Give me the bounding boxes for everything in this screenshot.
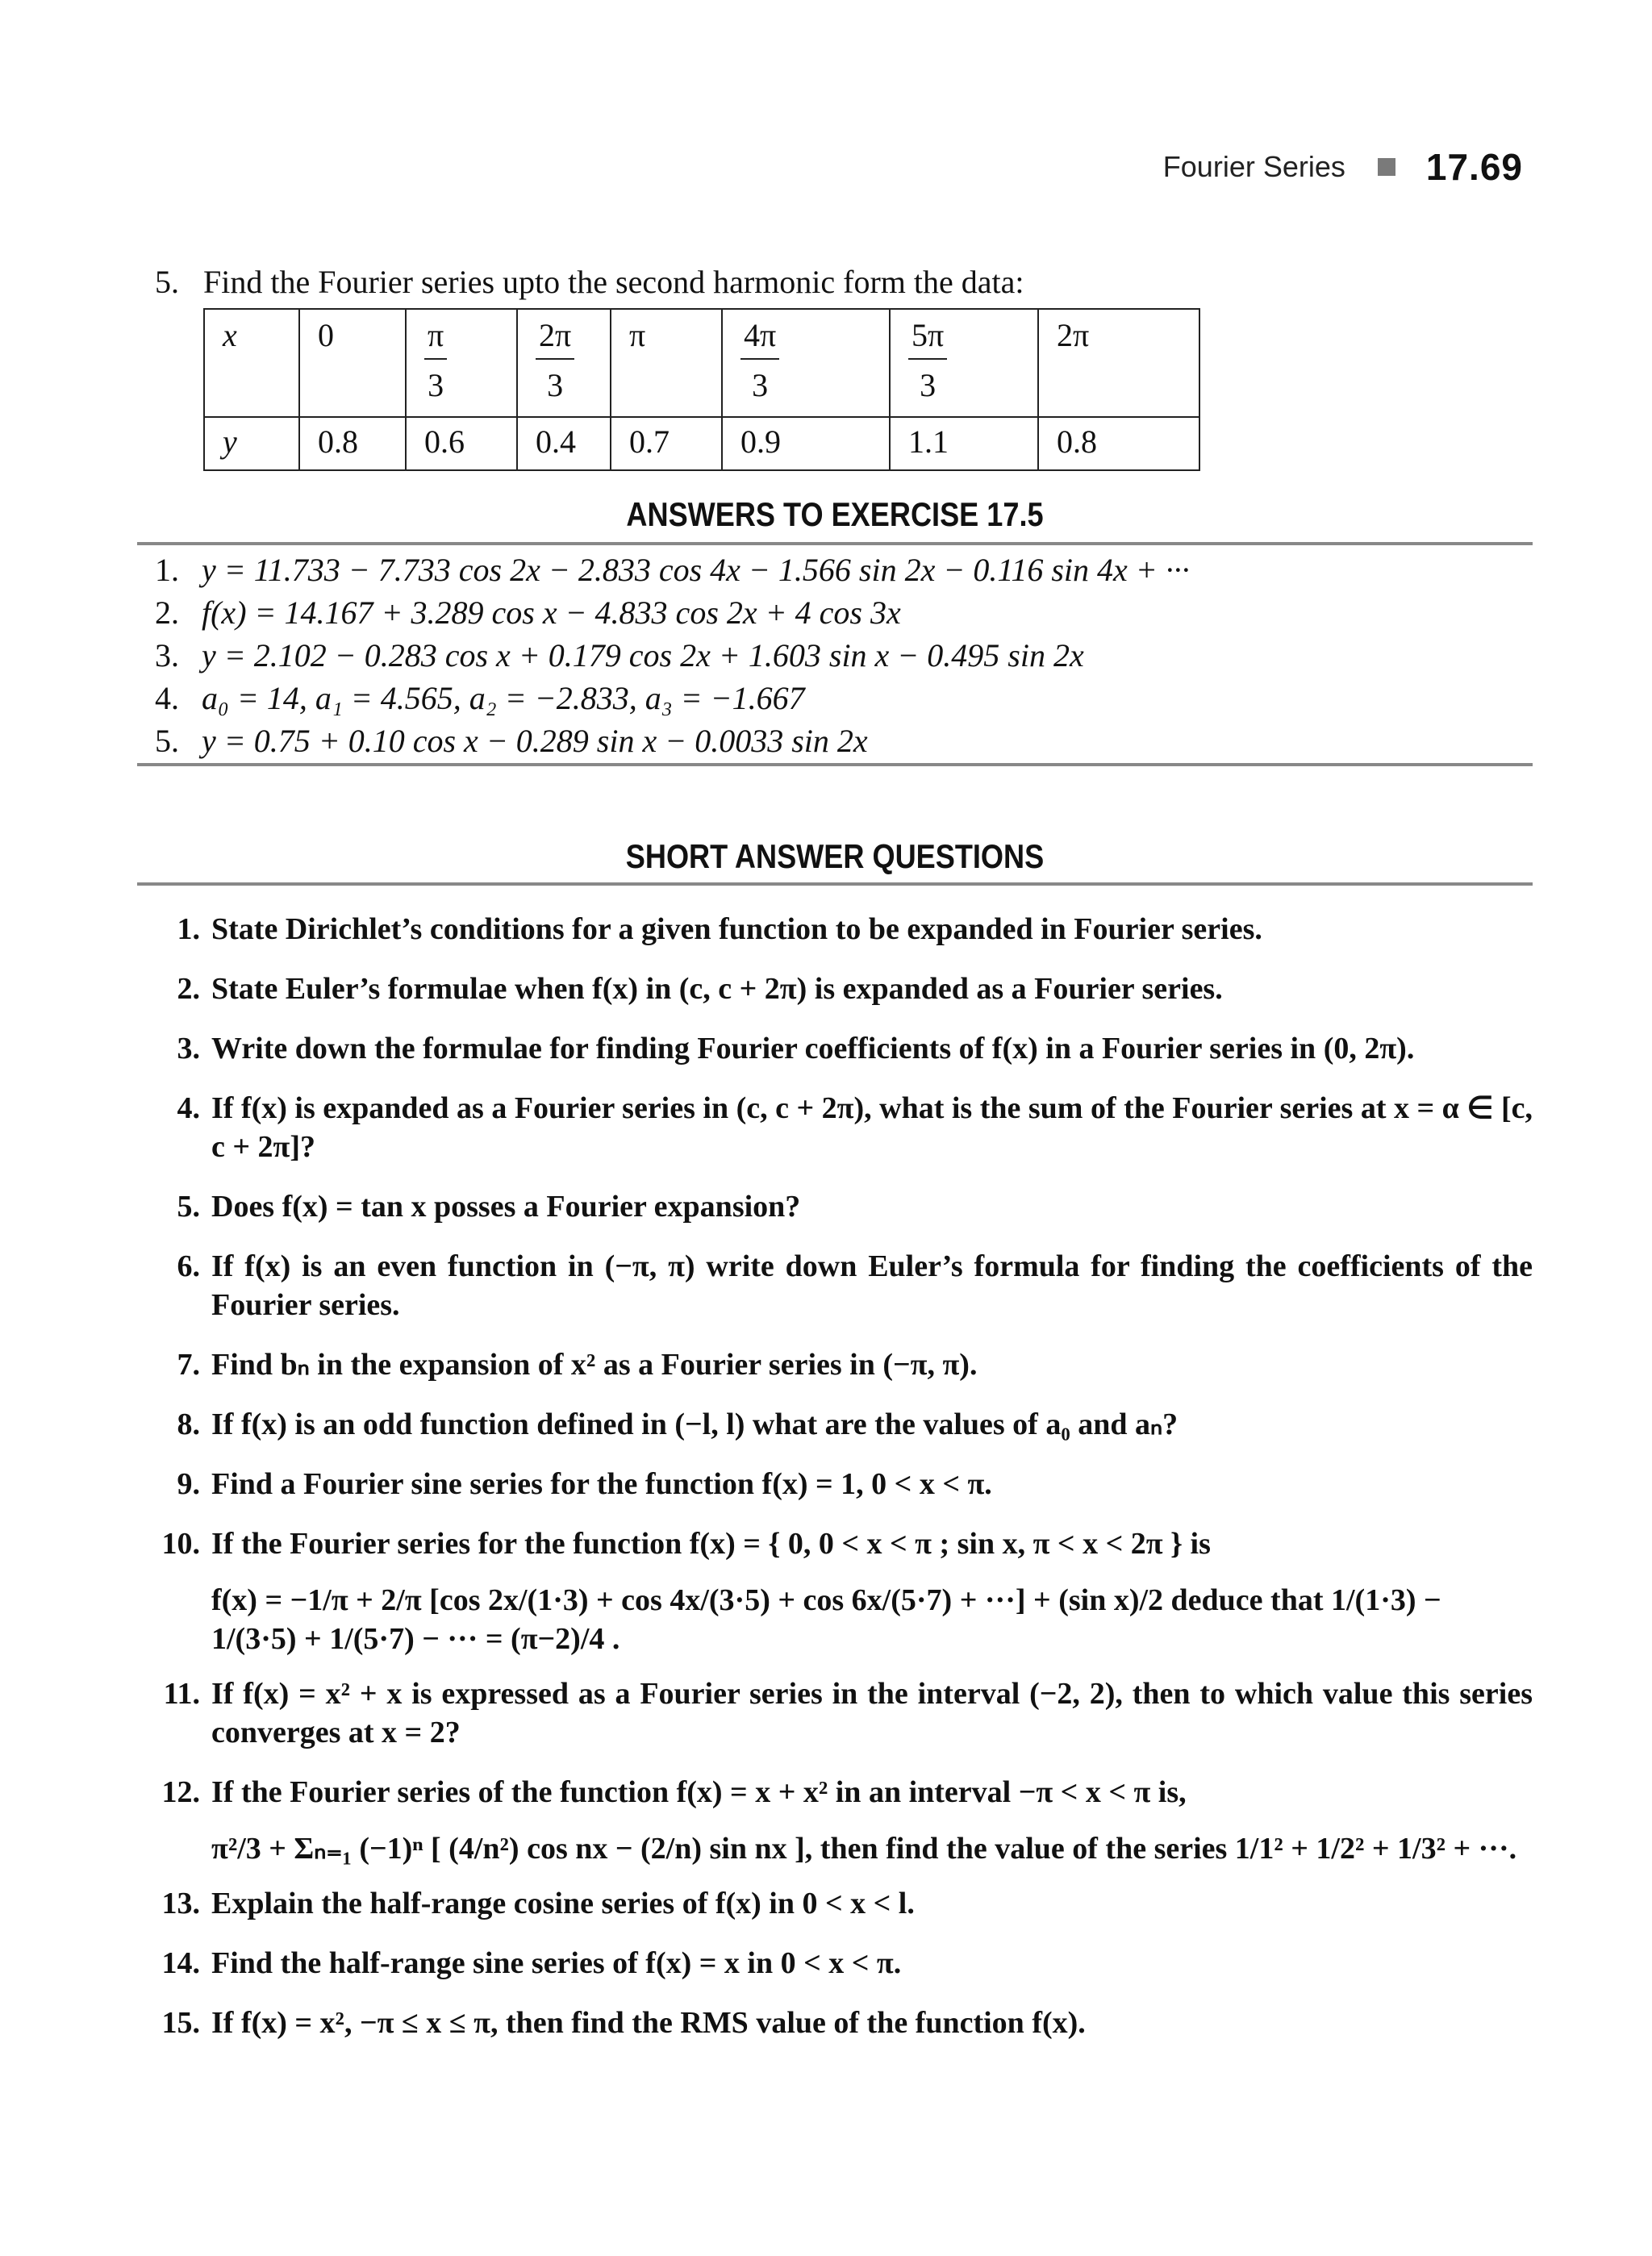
table-cell: $\frac{4\pi}{3}$ xyxy=(722,309,890,417)
short-answer-heading: SHORT ANSWER QUESTIONS xyxy=(625,837,1045,875)
question-item: 11. If f(x) = x² + x is expressed as a Fourier series in the interval (−2, 2), then to which value this series converges at x = 2? xyxy=(163,1677,1533,1749)
formula-q12: π²/3 + Σₙ₌₁ (−1)ⁿ [ (4/n²) cos nx − (2/n) sin nx ], then find the value of the series 1/1² + 1/2² + 1/3² + ···. xyxy=(211,1832,1517,1866)
table-cell: 0.4 xyxy=(517,417,611,470)
page-number: 17.69 xyxy=(1425,146,1523,188)
table-cell: 0.8 xyxy=(299,417,406,470)
question-number: 5. xyxy=(155,264,179,300)
short-answer-list xyxy=(140,910,1533,2063)
answers-heading: ANSWERS TO EXERCISE 17.5 xyxy=(626,495,1044,533)
table-cell: 0.7 xyxy=(611,417,722,470)
question-text: Find the Fourier series upto the second harmonic form the data: xyxy=(203,264,1024,300)
question-item: 3. Write down the formulae for finding Fourier coefficients of f(x) in a Fourier series in (0, 2π). xyxy=(177,1032,1415,1065)
chapter-title: Fourier Series xyxy=(1162,150,1345,183)
divider xyxy=(137,882,1533,886)
question-item: 2. State Euler’s formulae when f(x) in (c, c + 2π) is expanded as a Fourier series. xyxy=(177,972,1223,1006)
question-item: 4. If f(x) is expanded as a Fourier series in (c, c + 2π), what is the sum of the Fourier series at x = α ∈ [c, c + 2π]? xyxy=(177,1091,1533,1164)
table-cell: 0 xyxy=(299,309,406,417)
question-item: 5. Does f(x) = tan x posses a Fourier expansion? xyxy=(177,1190,801,1224)
answer-item: 5. y = 0.75 + 0.10 cos x − 0.289 sin x − 0.0033 sin 2x xyxy=(155,723,868,759)
question-item: 15. If f(x) = x², −π ≤ x ≤ π, then find the RMS value of the function f(x). xyxy=(161,2006,1086,2040)
question-item: 12. If the Fourier series of the function f(x) = x + x² in an interval −π < x < π is, xyxy=(161,1775,1187,1809)
answer-item: 1. y = 11.733 − 7.733 cos 2x − 2.833 cos 4x − 1.566 sin 2x − 0.116 sin 4x + ··· xyxy=(155,552,1190,588)
table-cell: $\frac{\pi}{3}$ xyxy=(406,309,517,417)
table-cell: 2π xyxy=(1038,309,1199,417)
question-item: 6. If f(x) is an even function in (−π, π) write down Euler’s formula for finding the coefficients of the Fourier series. xyxy=(177,1249,1533,1322)
question-item: 14. Find the half-range sine series of f(x) = x in 0 < x < π. xyxy=(161,1946,902,1980)
x-row xyxy=(204,309,1199,417)
data-table xyxy=(203,308,1200,471)
table-cell: 0.9 xyxy=(722,417,890,470)
row-label-y: y xyxy=(204,417,299,470)
question-item: 13. Explain the half-range cosine series of f(x) in 0 < x < l. xyxy=(161,1887,915,1920)
question-item: 10. If the Fourier series for the function f(x) = { 0, 0 < x < π ; sin x, π < x < 2π } is xyxy=(161,1527,1211,1561)
table-cell: 0.8 xyxy=(1038,417,1199,470)
table-cell: $\frac{5\pi}{3}$ xyxy=(890,309,1038,417)
table-cell: π xyxy=(611,309,722,417)
divider xyxy=(137,542,1533,545)
table-cell: 1.1 xyxy=(890,417,1038,470)
y-row xyxy=(204,417,1199,470)
question-item: 1. State Dirichlet’s conditions for a given function to be expanded in Fourier series. xyxy=(177,912,1262,946)
answer-item: 2. f(x) = 14.167 + 3.289 cos x − 4.833 cos 2x + 4 cos 3x xyxy=(155,594,901,631)
answers-list xyxy=(155,548,1190,762)
table-cell: $\frac{2\pi}{3}$ xyxy=(517,309,611,417)
table-cell: 0.6 xyxy=(406,417,517,470)
question-item: 9. Find a Fourier sine series for the function f(x) = 1, 0 < x < π. xyxy=(177,1467,992,1501)
running-head xyxy=(1163,145,1523,189)
answer-item: 4. a₀ = 14, a₁ = 4.565, a₂ = −2.833, a₃ = −1.667 xyxy=(155,680,805,716)
exercise-question-5 xyxy=(155,263,1024,301)
divider xyxy=(137,763,1533,766)
question-item: 8. If f(x) is an odd function defined in (−l, l) what are the values of a₀ and aₙ? xyxy=(177,1407,1179,1441)
answer-item: 3. y = 2.102 − 0.283 cos x + 0.179 cos 2x + 1.603 sin x − 0.495 sin 2x xyxy=(155,637,1084,673)
row-label-x: x xyxy=(204,309,299,417)
question-item: 7. Find bₙ in the expansion of x² as a Fourier series in (−π, π). xyxy=(177,1348,978,1382)
formula-q10: f(x) = −1/π + 2/π [cos 2x/(1·3) + cos 4x/(3·5) + cos 6x/(5·7) + ···] + (sin x)/2 deduce that 1/(1·3) − 1/(3·5) + 1/(5·7) − ··· = (π−2)/4 . xyxy=(211,1583,1441,1656)
square-bullet-icon xyxy=(1378,158,1395,176)
